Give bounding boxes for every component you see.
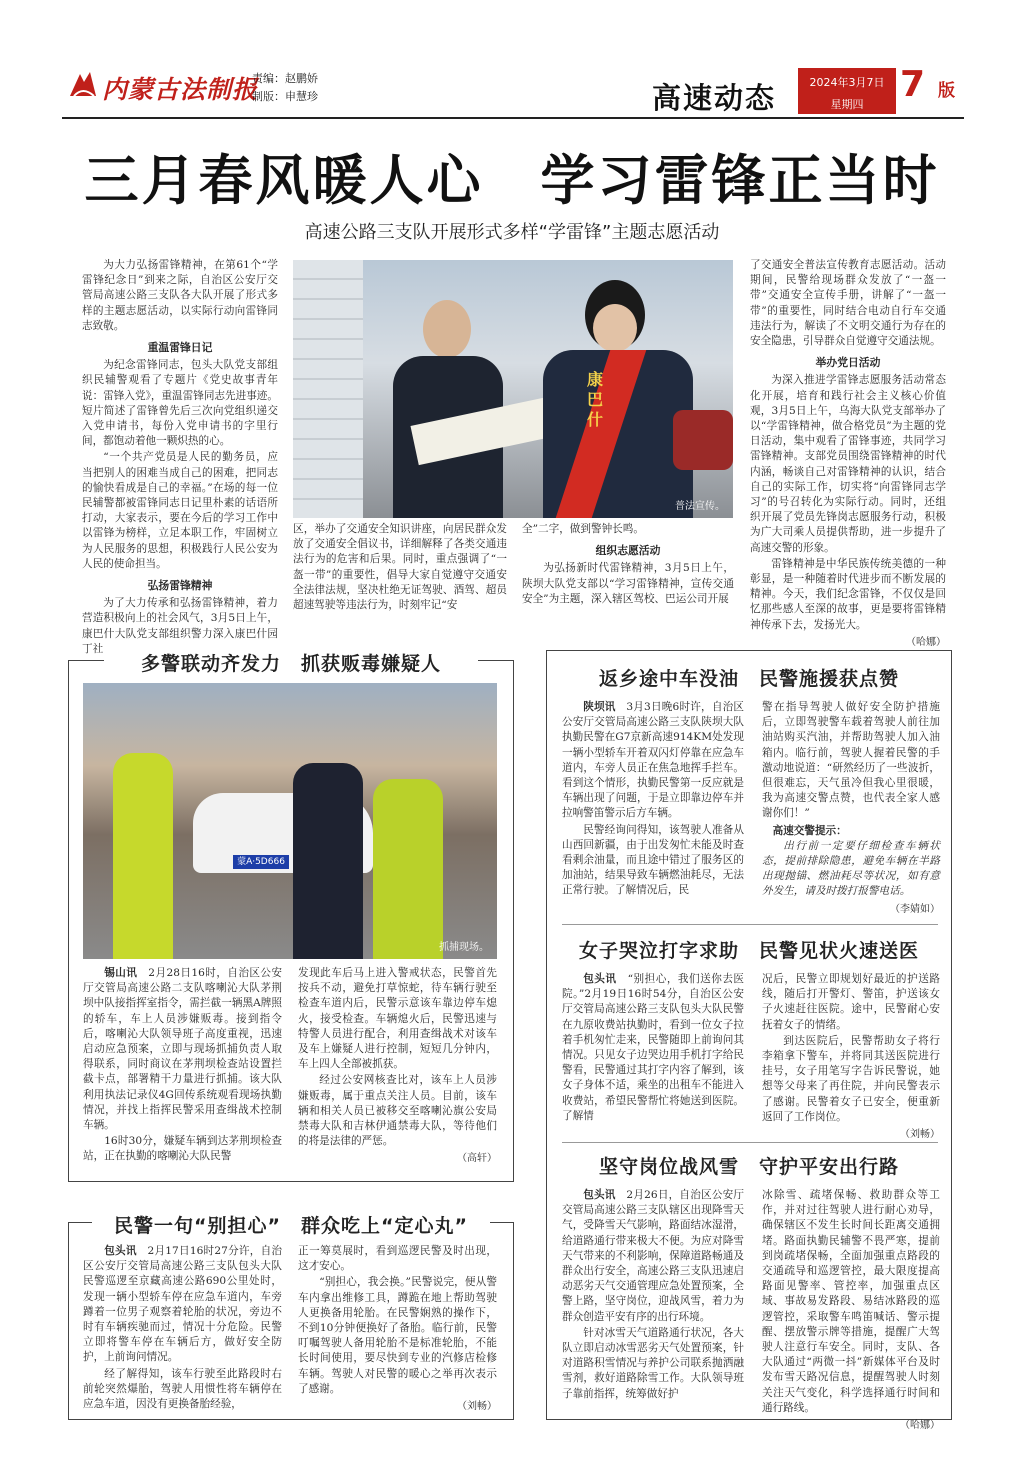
newspaper-logo: [66, 68, 259, 106]
editor-line: 责编：赵鹏娇: [252, 72, 318, 85]
drug-photo-caption: 抓捕现场。: [439, 942, 489, 953]
officer-right: [373, 779, 443, 959]
fuel-column-2: [762, 700, 940, 917]
fuel-paragraph: 民警经询问得知，该驾驶人准备从山西回新疆，由于出发匆忙未能及时查看剩余油量，而且途中错过了服务区的加油站，结果导致车辆燃油耗尽，无法正常行驶。了解情况后，民: [562, 823, 744, 897]
lead-column-1: [82, 258, 278, 658]
tire-column-1: [83, 1244, 282, 1413]
drug-photo: [83, 683, 497, 959]
snow-paragraph: 针对冰雪天气道路通行状况，各大队立即启动冰雪恶劣天气处置预案，针对道路积雪情况与养护公司联系抛洒融雪剂，救好道路除雪工作。大队领导班子靠前指挥，统筹做好护: [562, 1326, 744, 1400]
tire-headline: 民警一句“别担心” 群众吃上“定心丸”: [114, 1215, 468, 1237]
masthead: [0, 0, 1024, 125]
tire-paragraph: “别担心，我会换。”民警说完，便从警车内拿出维修工具，蹲跪在地上帮助驾驶人更换备用轮胎。在民警娴熟的操作下，不到10分钟便换好了备胎。临行前，民警叮嘱驾驶人备用轮胎不是标准轮胎，不能长时间使用，要尽快到专业的汽修店检修车辆。驾驶人对民警的暖心之举再次表示了感谢。: [298, 1276, 497, 1395]
hospital-byline: 包头讯: [583, 973, 617, 985]
tire-paragraph: 经了解得知，该车行驶至此路段时右前轮突然爆胎，驾驶人用惯性将车辆停在应急车道，因没有更换备胎经验，: [83, 1367, 282, 1411]
weekday: 星期四: [830, 98, 864, 111]
snow-column-2: [762, 1188, 940, 1433]
lead-subhead-party: 举办党日活动: [815, 356, 881, 370]
truck-side: [293, 260, 363, 518]
hospital-text: “别担心，我们送你去医院。”2月19日16时54分，自治区公安厅交管局高速公路三支队包头大队民警在九原收费站执勤时，看到一位女子拉着手机匆忙走来，民警随即上前询问其情况。只见女子边哭边用手机打字给民警看，民警通过其打字内容了解到，该女子身体不适，乘坐的出租车不能进入收费站，希望民警帮忙将她送到医院。了解情: [562, 973, 745, 1122]
lead-author: （哈娜）: [906, 636, 946, 648]
tire-column-2: [298, 1244, 497, 1414]
fuel-paragraph: [562, 700, 744, 822]
tire-text: 2月17日16时27分许，自治区公安厅交管局高速公路三支队包头大队民警巡逻至京藏高速公路690公里处时，发现一辆小型轿车停在应急车道内，车旁蹲着一位男子观察着轮胎的状况，旁边不时有车辆疾驰而过，情况十分危险。民警立即将警车停在车辆后方，做好安全防护，上前询问情况。: [83, 1245, 282, 1364]
snow-author: （哈娜）: [900, 1420, 940, 1432]
fuel-paragraph: 警在指导驾驶人做好安全防护措施后，立即驾驶警车载着驾驶人前往加油站购买汽油，并帮助驾驶人加入油箱内。临行前，驾驶人握着民警的手激动地说道：“研然经历了一些波折，但很难忘，天气虽冷但我心里很暖，我为高速交警点赞，也代表全家人感谢你们！”: [762, 701, 940, 820]
drug-column-1: [83, 966, 282, 1166]
drug-text: 2月28日16时，自治区公安厅交管局高速公路二支队喀喇沁大队茅荆坝中队接指挥室指令，需拦截一辆黑A牌照的轿车，车上人员涉嫌贩毒。接到指令后，喀喇沁大队领导班子高度重视，迅速启动应急预案，立即与现场抓捕负责人取得联系，同时商议在茅荆坝检查站设置拦截卡点，部署精干力量进行抓捕。该大队利用执法记录仪4G回传系统观看现场执勤情况，并找上指挥民警采用查缉战术控制车辆。: [83, 967, 283, 1132]
logo-text: 内蒙古法制报: [102, 75, 259, 104]
lead-photo-caption: 普法宣传。: [675, 501, 725, 512]
fuel-byline: 陕坝讯: [583, 701, 616, 713]
snow-paragraph: [562, 1188, 744, 1325]
red-car: [673, 410, 733, 470]
lead-paragraph: 为深入推进学雷锋志愿服务活动常态化开展，培育和践行社会主义核心价值观，3月5日上午，乌海大队党支部举办了以“学雷锋精神，做合格党员”为主题的党日活动，集中观看了雷锋事迹，共同学习雷锋精神。支部党员围绕雷锋精神的时代内涵，畅谈自己对雷锋精神的认识，结合自己的实际工作，切实将“向雷锋同志学习”的号召转化为实际行动。同时，还组织开展了党员先锋岗志愿服务行动，积极为广大司乘人员提供帮助，进一步提升了高速交警的形象。: [750, 374, 946, 554]
lead-photo: [293, 260, 733, 518]
lead-column-3: [522, 522, 734, 608]
logo-emblem-icon: [66, 68, 100, 102]
lead-subhead-volunteer: 组织志愿活动: [595, 544, 661, 558]
tire-paragraph: 正一筹莫展时，看到巡逻民警及时出现，这才安心。: [298, 1245, 497, 1273]
drug-byline: 锡山讯: [104, 967, 138, 979]
officer-center: [293, 763, 363, 959]
sash-text: 康巴什: [587, 370, 604, 429]
lead-subhead-diary: 重温雷锋日记: [147, 341, 213, 355]
lead-paragraph: 区，举办了交通安全知识讲座，向居民群众发放了交通安全倡议书，详细解释了各类交通违法行为的危害和后果。同时，重点强调了“一盔一带”的重要性，倡导大家自觉遵守交通安全法律法规，坚决杜绝无证驾驶、酒驾、超员超速驾驶等违法行为，时刻牢记“安: [293, 523, 507, 612]
tire-author: （刘畅）: [457, 1401, 497, 1413]
fuel-author: （李婧如）: [890, 903, 940, 915]
lead-paragraph: 为弘扬新时代雷锋精神，3月5日上午，陕坝大队党支部以“学习雷锋精神，宣传交通安全”为主题，深入辖区驾校、巴运公司开展: [522, 562, 734, 605]
lead-paragraph: 为了大力传承和弘扬雷锋精神，着力营造积极向上的社会风气，3月5日上午，康巴什大队党支部组织警力深入康巴什园丁社: [82, 597, 278, 655]
lead-paragraph: 了交通安全普法宣传教育志愿活动。活动期间，民警给现场群众发放了“一盔一带”交通安全宣传手册，讲解了“一盔一带”的重要性，同时结合电动自行车交通违法行为，解读了不文明交通行为存在的安全隐患，引导群众自觉遵守交通法规。: [750, 259, 946, 348]
snow-byline: 包头讯: [583, 1189, 616, 1201]
masthead-rule: [62, 117, 964, 119]
lead-column-2: [293, 522, 507, 614]
car-plate: 蒙A·5D666: [233, 855, 289, 869]
fuel-text: 3月3日晚6时许，自治区公安厅交管局高速公路三支队陕坝大队执勤民警在G7京新高速914KM处发现一辆小型轿车开着双闪灯停靠在应急车道内，车旁人员正在焦急地挥手拦车。看到这个情形，执勤民警第一反应就是车辆出现了问题，于是立即靠边停车并拉响警笛警示后方车辆。: [562, 701, 745, 820]
hospital-author: （刘畅）: [900, 1129, 940, 1141]
drug-author: （高轩）: [457, 1153, 497, 1165]
hospital-headline: 女子哭泣打字求助 民警见状火速送医: [578, 940, 919, 962]
tire-byline: 包头讯: [104, 1245, 137, 1257]
divider: [562, 1142, 938, 1143]
date-block: [798, 68, 896, 114]
drug-paragraph: [83, 966, 282, 1133]
drug-column-2: [298, 966, 497, 1167]
hospital-paragraph: [562, 972, 744, 1124]
page-number: 7: [900, 64, 926, 105]
lead-paragraph: 雷锋精神是中华民族传统美德的一种彰显，是一种随着时代进步而不断发展的精神。今天，我们纪念雷锋，不仅仅是回忆那些感人至深的故事，更是要将雷锋精神传承下去，发扬光大。: [750, 557, 946, 631]
designer-line: 制版：申慧珍: [252, 90, 318, 103]
hospital-column-2: [762, 972, 940, 1142]
fuel-tip-title: 高速交警提示：: [772, 824, 847, 837]
drug-paragraph: 发现此车后马上进入警戒状态，民警首先按兵不动，避免打草惊蛇，待车辆行驶至检查车道内后，民警示意该车靠边停车熄火，接受检查。车辆熄火后，民警迅速与特警人员进行配合，利用查缉战术对该车及车上嫌疑人进行控制，短短几分钟内，车上四人全部被抓获。: [298, 967, 497, 1071]
snow-column-1: [562, 1188, 744, 1403]
fuel-headline: 返乡途中车没油 民警施援获点赞: [598, 668, 899, 690]
section-title: 高速动态: [652, 81, 777, 115]
fuel-tip-text: 出行前一定要仔细检查车辆状态，提前排除隐患，避免车辆在半路出现抛锚、燃油耗尽等状况，如有意外发生，请及时拨打报警电话。: [762, 839, 940, 898]
snow-text: 2月26日，自治区公安厅交管局高速公路三支队辖区出现降雪天气，受降雪天气影响，路面结冰湿滑，给道路通行带来极大不便。为应对降雪天气带来的不利影响，保障道路畅通及群众出行安全，高速公路三支队迅速启动恶劣天气交通管理应急处置预案，全警上路，坚守岗位，迎战风雪，着力为群众创造平安有序的出行环境。: [562, 1189, 745, 1323]
snow-headline: 坚守岗位战风雪 守护平安出行路: [598, 1156, 899, 1178]
lead-paragraph: 全”二字，做到警钟长鸣。: [522, 523, 644, 535]
drug-headline: 多警联动齐发力 抓获贩毒嫌疑人: [140, 653, 441, 675]
hospital-paragraph: 况后，民警立即规划好最近的护送路线，随后打开警灯、警笛，护送该女子火速赶往医院。途中，民警耐心安抚着女子的情绪。: [762, 973, 940, 1031]
lead-subheadline: 高速公路三支队开展形式多样“学雷锋”主题志愿活动: [304, 222, 720, 243]
divider: [562, 924, 938, 925]
snow-paragraph: 冰除雪、疏堵保畅、救助群众等工作，并对过往驾驶人进行耐心劝导，确保辖区不发生长时间长距离交通拥堵。路面执勤民辅警不畏严寒，提前到岗疏堵保畅，全面加强重点路段的交通疏导和巡逻管控，最大限度提高路面见警率、管控率，加强重点区域、事故易发路段、易结冰路段的巡逻管控，采取警车鸣笛喊话、警示提醒、摆放警示牌等措施，提醒广大驾驶人注意行车安全。同时，支队、各大队通过“两微一抖”新媒体平台及时发布雪天路况信息，提醒驾驶人时刻关注天气变化，科学选择通行时间和通行路线。: [762, 1189, 940, 1414]
date: 2024年3月7日: [809, 76, 885, 89]
lead-headline: 三月春风暖人心 学习雷锋正当时: [84, 148, 940, 212]
lead-column-4: [750, 258, 946, 650]
page-unit: 版: [938, 81, 955, 101]
fuel-column-1: [562, 700, 744, 900]
hospital-column-1: [562, 972, 744, 1125]
lead-paragraph: “一个共产党员是人民的勤务员，应当把别人的困难当成自己的困难，把同志的愉快看成是自己的幸福。”在场的每一位民辅警都被雷锋同志日记里朴素的话语所打动，大家表示，要在今后的学习工作中以雷锋为榜样，立足本职工作，牢固树立为人民服务的思想，积极践行人民公安为人民的使命担当。: [82, 451, 278, 570]
tire-paragraph: [83, 1244, 282, 1366]
drug-paragraph: 16时30分，嫌疑车辆到达茅荆坝检查站，正在执勤的喀喇沁大队民警: [83, 1135, 282, 1163]
drug-paragraph: 经过公安网核查比对，该车上人员涉嫌贩毒，属于重点关注人员。目前，该车辆和相关人员已被移交至喀喇沁旗公安局禁毒大队和吉林伊通禁毒大队，等待他们的将是法律的严惩。: [298, 1074, 497, 1148]
officer-left: [113, 753, 173, 959]
lead-paragraph: 为纪念雷锋同志，包头大队党支部组织民辅警观看了专题片《党史故事青年说：雷锋入党》，重温雷锋同志先进事迹。短片简述了雷锋曾先后三次向党组织递交入党申请书，每份入党申请书的字里行间，都饱动着他一颗炽热的心。: [82, 359, 278, 448]
lead-intro: 为大力弘扬雷锋精神，在第61个“学雷锋纪念日”到来之际，自治区公安厅交管局高速公路三支队各大队开展了形式多样的主题志愿活动，以实际行动向雷锋同志致敬。: [82, 259, 278, 332]
lead-subhead-spirit: 弘扬雷锋精神: [147, 579, 213, 593]
hospital-paragraph: 到达医院后，民警帮助女子将行李箱拿下警车，并将同其送医院进行挂号，女子用笔写字告诉民警说，她想等父母来了再住院，并向民警表示了感谢。民警着女子已安全，便重新返回了工作岗位。: [762, 1034, 940, 1123]
officer-figure: [543, 280, 693, 518]
